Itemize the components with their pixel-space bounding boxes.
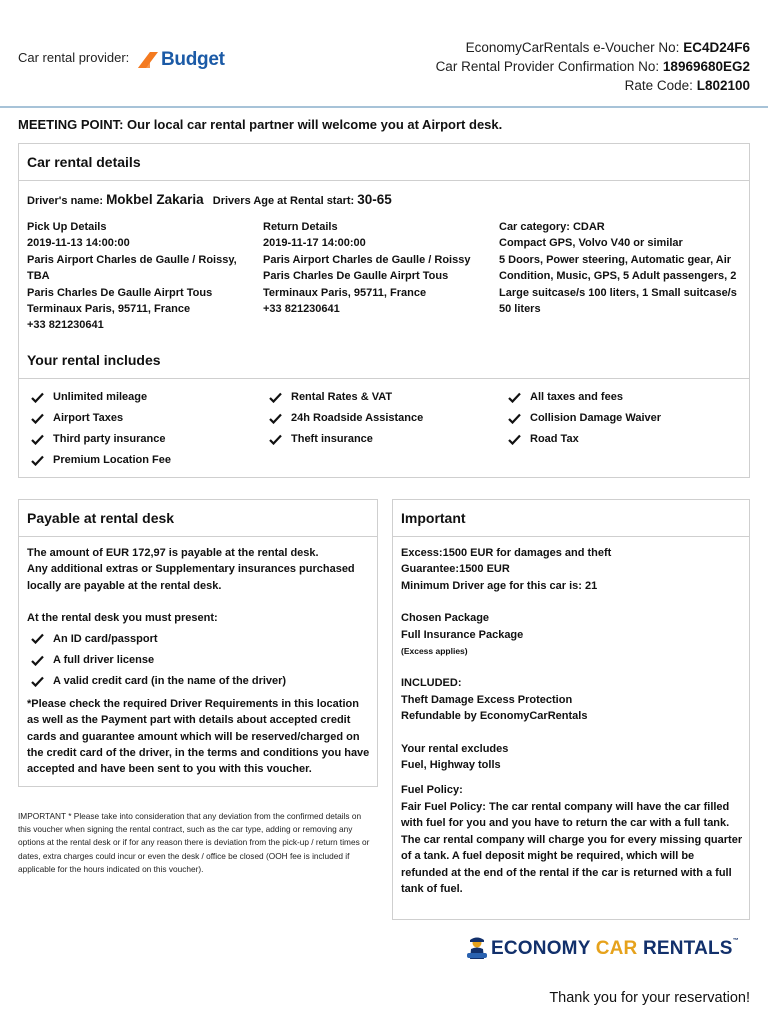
return-label: Return Details	[263, 221, 338, 233]
car-features: 5 Doors, Power steering, Automatic gear, Air Condition, Music, GPS, 5 Adult passengers, 2 Large suitcase/s 100 liters, 1 Small suitcase/s 50 liters	[499, 253, 737, 316]
include-label: Airport Taxes	[53, 412, 124, 424]
package-note: (Excess applies)	[401, 646, 468, 657]
include-item	[31, 454, 171, 466]
present-item-label: A valid credit card (in the name of the driver)	[53, 675, 287, 688]
include-item	[508, 433, 579, 445]
payable-title: Payable at rental desk	[19, 500, 377, 537]
return-location: Paris Airport Charles de Gaulle / Roissy	[263, 253, 471, 266]
important-box	[392, 499, 750, 920]
check-icon	[31, 413, 44, 424]
include-label: Rental Rates & VAT	[291, 391, 393, 403]
includes-title: Your rental includes	[19, 341, 749, 379]
included-label: INCLUDED:	[401, 677, 462, 690]
driver-name: Mokbel Zakaria	[106, 192, 204, 207]
include-item	[31, 391, 147, 403]
car-category: Car category: CDAR	[499, 221, 605, 233]
include-item	[31, 412, 123, 424]
include-item	[269, 391, 392, 403]
payable-extras: Any additional extras or Supplementary insurances purchased locally are payable at the rental desk.	[27, 563, 355, 592]
include-label: Premium Location Fee	[53, 454, 171, 466]
voucher-line	[436, 38, 750, 57]
check-icon	[269, 413, 282, 424]
check-icon	[269, 392, 282, 403]
excludes-text: Fuel, Highway tolls	[401, 759, 501, 772]
payable-amount: The amount of EUR 172,97 is payable at the rental desk.	[27, 547, 319, 559]
check-icon	[269, 434, 282, 445]
include-label: Third party insurance	[53, 433, 166, 445]
check-icon	[31, 455, 44, 466]
include-item	[31, 433, 165, 445]
confirmation-line	[436, 57, 750, 76]
pickup-label: Pick Up Details	[27, 221, 107, 233]
brand-rentals: RENTALS	[642, 938, 733, 959]
return-address: Paris Charles De Gaulle Airprt Tous Terminaux Paris, 95711, France	[263, 270, 449, 299]
include-label: 24h Roadside Assistance	[291, 412, 424, 424]
check-icon	[31, 392, 44, 403]
include-item	[269, 433, 373, 445]
fuel-policy-text: Fair Fuel Policy: The car rental company will have the car filled with fuel for you and you have to return the car with a full tank. The car rental company will charge you for every missing quarter of a tank. A fuel deposit might be required, which will be refunded at the end of the rental if the car is returned with a full tank of fuel.	[401, 800, 743, 895]
voucher-label: EconomyCarRentals e-Voucher No:	[465, 40, 680, 55]
provider-brand: Budget	[161, 49, 225, 70]
confirmation-label: Car Rental Provider Confirmation No:	[435, 59, 660, 74]
important-content	[401, 545, 743, 897]
check-icon	[31, 434, 44, 445]
budget-logo	[138, 49, 225, 71]
check-icon	[31, 655, 44, 666]
present-label: At the rental desk you must present:	[27, 612, 218, 625]
car-details	[499, 219, 741, 317]
return-phone: +33 821230641	[263, 303, 340, 316]
include-label: Road Tax	[530, 433, 579, 445]
brand-economy: ECONOMY	[491, 938, 591, 959]
present-item	[31, 652, 371, 668]
payable-box	[18, 499, 378, 787]
car-model: Compact GPS, Volvo V40 or similar	[499, 237, 683, 250]
driver-label: Driver's name:	[27, 195, 103, 207]
present-item	[31, 631, 371, 647]
driver-age: 30-65	[357, 192, 392, 207]
pickup-datetime: 2019-11-13 14:00:00	[27, 237, 130, 250]
check-icon	[508, 434, 521, 445]
check-icon	[31, 676, 44, 687]
include-item	[269, 412, 423, 424]
include-label: Collision Damage Waiver	[530, 412, 662, 424]
pickup-location: Paris Airport Charles de Gaulle / Roissy, TBA	[27, 253, 237, 283]
ecr-wordmark	[491, 938, 739, 960]
include-item	[508, 412, 661, 424]
check-icon	[508, 413, 521, 424]
return-details	[263, 219, 488, 317]
economy-car-rentals-logo	[467, 937, 739, 961]
voucher-info	[436, 38, 750, 95]
rental-details-title: Car rental details	[19, 144, 749, 181]
meeting-point: MEETING POINT: Our local car rental partner will welcome you at Airport desk.	[18, 117, 503, 132]
pickup-phone: +33 821230641	[27, 319, 104, 332]
rate-label: Rate Code:	[624, 78, 693, 93]
budget-mark-icon	[138, 52, 158, 68]
min-age-text: Minimum Driver age for this car is: 21	[401, 579, 598, 592]
package-label: Chosen Package	[401, 612, 490, 625]
present-item-label: An ID card/passport	[53, 632, 158, 645]
excess-text: Excess:1500 EUR for damages and theft	[401, 547, 612, 559]
fuel-policy-label: Fuel Policy:	[401, 784, 463, 797]
confirmation-number: 18969680EG2	[662, 59, 750, 74]
included-item: Refundable by EconomyCarRentals	[401, 710, 588, 723]
header-divider	[0, 106, 768, 108]
provider-label: Car rental provider:	[18, 50, 130, 65]
driver-line	[27, 192, 392, 207]
pickup-address: Paris Charles De Gaulle Airprt Tous Terminaux Paris, 95711, France	[27, 286, 213, 316]
excludes-label: Your rental excludes	[401, 742, 509, 755]
brand-car: CAR	[595, 938, 638, 959]
mascot-icon	[467, 937, 487, 961]
rental-details-box	[18, 143, 750, 343]
return-datetime: 2019-11-17 14:00:00	[263, 237, 366, 250]
rate-line	[436, 76, 750, 95]
package-name: Full Insurance Package	[401, 628, 524, 641]
include-label: Unlimited mileage	[53, 391, 148, 403]
pickup-details	[27, 219, 252, 334]
voucher-number: EC4D24F6	[683, 40, 750, 55]
rate-code: L802100	[696, 78, 750, 93]
include-label: All taxes and fees	[530, 391, 623, 403]
driver-requirements-note: *Please check the required Driver Requirements in this location as well as the Payment part with details about accepted credit cards and guarantee amount which will be reserved/charged on the credit card of the driver, in the terms and conditions you have accepted and have been sent to you with this voucher.	[27, 697, 370, 776]
payable-content	[27, 545, 371, 778]
include-label: Theft insurance	[291, 433, 373, 445]
present-item	[31, 673, 371, 689]
included-item: Theft Damage Excess Protection	[401, 693, 573, 706]
check-icon	[31, 633, 44, 644]
check-icon	[508, 392, 521, 403]
thank-you-message: Thank you for your reservation!	[549, 990, 750, 1006]
important-disclaimer: IMPORTANT * Please take into consideration that any deviation from the confirmed details on this voucher when signing the rental contract, such as the car type, adding or removing any options at the rental desk or if for any reason there is deviation from the pick-up / return times or dates, extra charges could incur or even the desk / office be closed (OOH fee is included if applicable for the hours indicated on this voucher).	[18, 811, 370, 874]
present-item-label: A full driver license	[53, 654, 155, 667]
include-item	[508, 391, 623, 403]
guarantee-text: Guarantee:1500 EUR	[401, 563, 510, 576]
brand-trademark: ™	[732, 938, 739, 944]
age-label: Drivers Age at Rental start:	[212, 195, 355, 207]
includes-box	[18, 341, 750, 478]
important-title: Important	[393, 500, 749, 537]
